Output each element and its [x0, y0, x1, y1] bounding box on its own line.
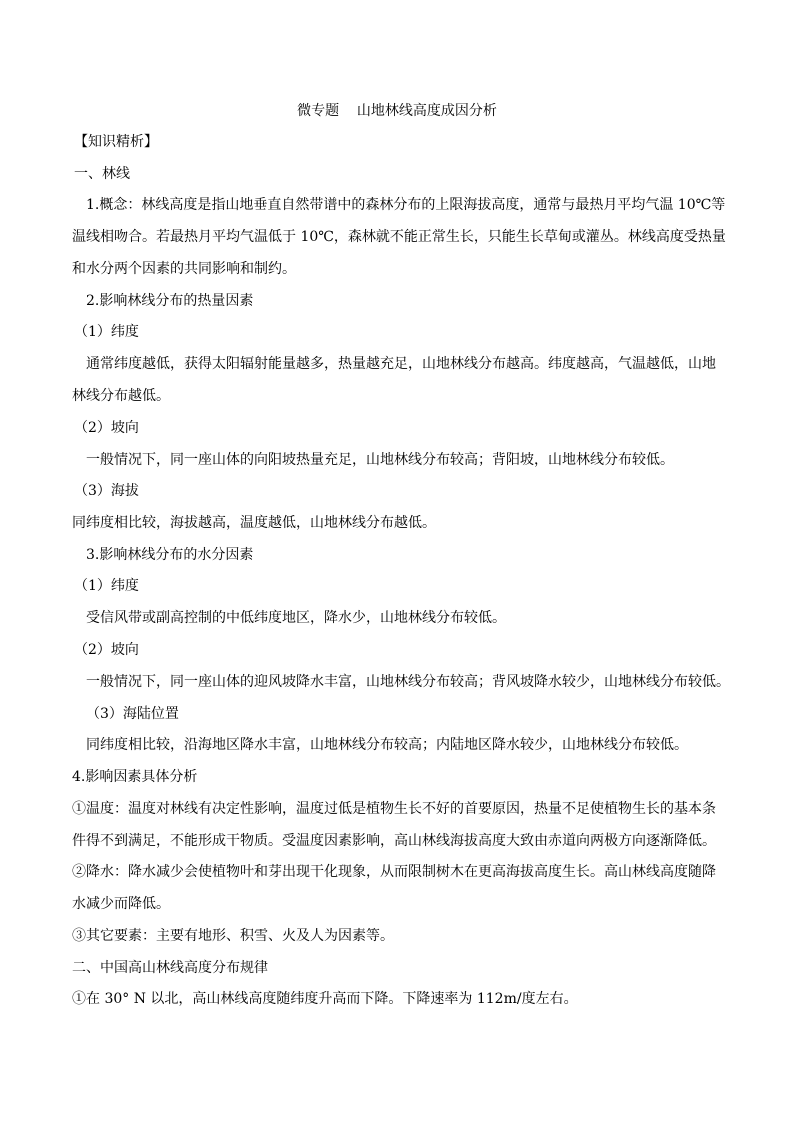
water-latitude-subheading: （1）纬度 — [74, 578, 139, 594]
concept-paragraph-line-3: 和水分两个因素的共同影响和制约。 — [72, 261, 296, 277]
precipitation-analysis-line-1: ②降水：降水减少会使植物叶和芽出现干化现象，从而限制树木在更高海拔高度生长。高山林线高度随降 — [72, 864, 716, 880]
concept-paragraph-line-2: 温线相吻合。若最热月平均气温低于 10℃，森林就不能正常生长，只能生长草甸或灌丛。林线高度受热量 — [72, 229, 726, 245]
concept-paragraph-line-1: 1.概念：林线高度是指山地垂直自然带谱中的森林分布的上限海拔高度，通常与最热月平均气温 10℃等 — [86, 197, 726, 213]
temperature-analysis-line-1: ①温度：温度对林线有决定性影响，温度过低是植物生长不好的首要原因，热量不足使植物生长的基本条 — [72, 801, 716, 817]
water-landsea-text: 同纬度相比较，沿海地区降水丰富，山地林线分布较高；内陆地区降水较少，山地林线分布较低。 — [86, 737, 688, 753]
heat-altitude-text: 同纬度相比较，海拔越高，温度越低，山地林线分布越低。 — [72, 515, 436, 531]
other-factors-text: ③其它要素：主要有地形、积雪、火及人为因素等。 — [72, 928, 394, 944]
precipitation-analysis-line-2: 水减少而降低。 — [72, 896, 170, 912]
heat-altitude-subheading: （3）海拔 — [74, 483, 139, 499]
factor-analysis-heading: 4.影响因素具体分析 — [72, 769, 198, 785]
heat-slope-subheading: （2）坡向 — [74, 420, 139, 436]
water-latitude-text: 受信风带或副高控制的中低纬度地区，降水少，山地林线分布较低。 — [86, 610, 506, 626]
water-factors-heading: 3.影响林线分布的水分因素 — [86, 547, 254, 563]
water-slope-subheading: （2）坡向 — [74, 642, 139, 658]
heat-factors-heading: 2.影响林线分布的热量因素 — [86, 293, 254, 309]
temperature-analysis-line-2: 件得不到满足，不能形成干物质。受温度因素影响，高山林线海拔高度大致由赤道向两极方向逐渐降低。 — [72, 833, 716, 849]
document-title: 微专题 山地林线高度成因分析 — [297, 103, 497, 119]
water-slope-text: 一般情况下，同一座山体的迎风坡降水丰富，山地林线分布较高；背风坡降水较少，山地林线分布较低。 — [86, 674, 730, 690]
heat-latitude-text-line-1: 通常纬度越低，获得太阳辐射能量越多，热量越充足，山地林线分布越高。纬度越高，气温越低，山地 — [86, 356, 716, 372]
heading-china-treeline: 二、中国高山林线高度分布规律 — [72, 960, 268, 976]
heat-latitude-subheading: （1）纬度 — [74, 324, 139, 340]
section-knowledge-heading: 【知识精析】 — [74, 134, 158, 150]
heat-slope-text: 一般情况下，同一座山体的向阳坡热量充足，山地林线分布较高；背阳坡，山地林线分布较低。 — [86, 452, 674, 468]
heading-treeline: 一、林线 — [74, 166, 130, 182]
heat-latitude-text-line-2: 林线分布越低。 — [72, 388, 170, 404]
china-rule-1-text: ①在 30° N 以北，高山林线高度随纬度升高而下降。下降速率为 112m/度左右。 — [72, 991, 578, 1007]
water-landsea-subheading: （3）海陆位置 — [86, 706, 179, 722]
